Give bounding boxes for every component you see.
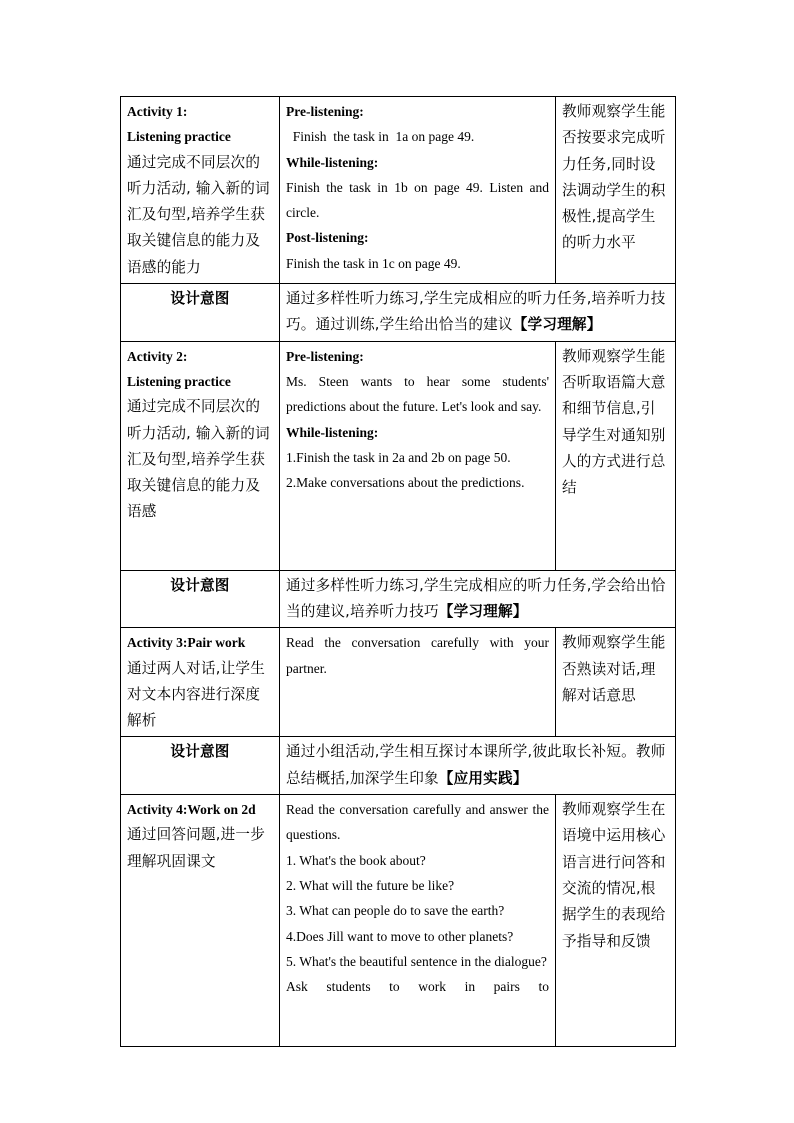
design-label: 设计意图	[170, 290, 230, 308]
activity-title: Activity 4:Work on 2d	[127, 802, 256, 818]
design-label-cell	[121, 570, 280, 628]
step-text: Finish the task in 1a on page 49.	[286, 129, 475, 145]
step-heading: Pre-listening:	[286, 104, 364, 119]
design-label: 设计意图	[170, 576, 230, 594]
design-tag: 【学习理解】	[512, 316, 602, 334]
activity-4-content	[280, 795, 556, 1047]
design-label-cell	[121, 284, 280, 342]
activity-description: 通过两人对话,让学生对文本内容进行深度解析	[127, 659, 265, 730]
activity-2-row	[121, 341, 676, 570]
activity-3-row	[121, 628, 676, 737]
evaluation-text: 教师观察学生能否熟读对话,理解对话意思	[562, 634, 666, 704]
step-heading: While-listening:	[286, 154, 379, 170]
activity-subtitle: Listening practice	[127, 129, 231, 145]
activity-2-steps	[280, 341, 556, 570]
question-item: 1. What's the book about?	[286, 852, 426, 868]
activity-2-evaluation	[556, 341, 676, 570]
activity-1-cell	[121, 97, 280, 284]
activity-3-evaluation	[556, 628, 676, 737]
question-item: 2. What will the future be like?	[286, 877, 455, 893]
question-item: Ask students to work in pairs to	[286, 979, 549, 995]
step-text: 2.Make conversations about the predictions.	[286, 475, 525, 491]
step-text: Ms. Steen wants to hear some students' predictions about the future. Let's look and say.	[286, 373, 549, 415]
activity-3-cell	[121, 628, 280, 737]
activity-4-row	[121, 795, 676, 1047]
activity-title: Activity 1:	[127, 104, 188, 119]
design-text: 通过小组活动,学生相互探讨本课所学,彼此取长补短。教师总结概括,加深学生印象	[286, 743, 666, 787]
activity-title: Activity 2:	[127, 348, 188, 364]
activity-description: 通过完成不同层次的听力活动, 输入新的词汇及句型,培养学生获取关键信息的能力及语感的能力	[127, 153, 270, 276]
question-item: 5. What's the beautiful sentence in the dialogue?	[286, 953, 547, 969]
design-intent-row-1	[121, 284, 676, 342]
question-item: 4.Does Jill want to move to other planets?	[286, 928, 514, 944]
step-heading: Post-listening:	[286, 230, 369, 246]
design-text: 通过多样性听力练习,学生完成相应的听力任务,培养听力技巧。通过训练,学生给出恰当的建议	[286, 290, 666, 334]
activity-1-steps	[280, 97, 556, 284]
evaluation-text: 教师观察学生能否听取语篇大意和细节信息,引导学生对通知别人的方式进行总结	[562, 347, 666, 497]
activity-description: 通过回答问题,进一步理解巩固课文	[127, 826, 265, 870]
activity-3-content	[280, 628, 556, 737]
evaluation-text: 教师观察学生能否按要求完成听力任务,同时设法调动学生的积极性,提高学生的听力水平	[562, 103, 666, 252]
design-intent-row-2	[121, 570, 676, 628]
activity-2-cell	[121, 341, 280, 570]
lesson-plan-table	[120, 96, 676, 1047]
activity-description: 通过完成不同层次的听力活动, 输入新的词汇及句型,培养学生获取关键信息的能力及语感	[127, 398, 270, 521]
activity-title: Activity 3:Pair work	[127, 635, 246, 651]
design-tag: 【应用实践】	[438, 769, 528, 787]
activity-4-cell	[121, 795, 280, 1047]
design-tag: 【学习理解】	[438, 602, 528, 620]
activity-1-row	[121, 97, 676, 284]
design-text: 通过多样性听力练习,学生完成相应的听力任务,学会给出恰当的建议,培养听力技巧	[286, 576, 666, 620]
content-text: Read the conversation carefully with your partner.	[286, 635, 549, 676]
design-intent-row-3	[121, 737, 676, 795]
activity-subtitle: Listening practice	[127, 373, 231, 389]
design-text-cell	[280, 570, 676, 628]
step-text: Finish the task in 1c on page 49.	[286, 255, 461, 271]
evaluation-text: 教师观察学生在语境中运用核心语言进行问答和交流的情况,根据学生的表现给予指导和反馈	[562, 801, 666, 950]
design-label: 设计意图	[170, 743, 230, 761]
step-text: Finish the task in 1b on page 49. Listen and circle.	[286, 179, 549, 221]
activity-4-evaluation	[556, 795, 676, 1047]
design-text-cell	[280, 737, 676, 795]
design-text-cell	[280, 284, 676, 342]
step-heading: Pre-listening:	[286, 348, 364, 364]
activity-1-evaluation	[556, 97, 676, 284]
intro-text: Read the conversation carefully and answer the questions.	[286, 802, 549, 843]
step-text: 1.Finish the task in 2a and 2b on page 50.	[286, 449, 511, 465]
question-item: 3. What can people do to save the earth?	[286, 903, 505, 919]
step-heading: While-listening:	[286, 424, 379, 440]
design-label-cell	[121, 737, 280, 795]
